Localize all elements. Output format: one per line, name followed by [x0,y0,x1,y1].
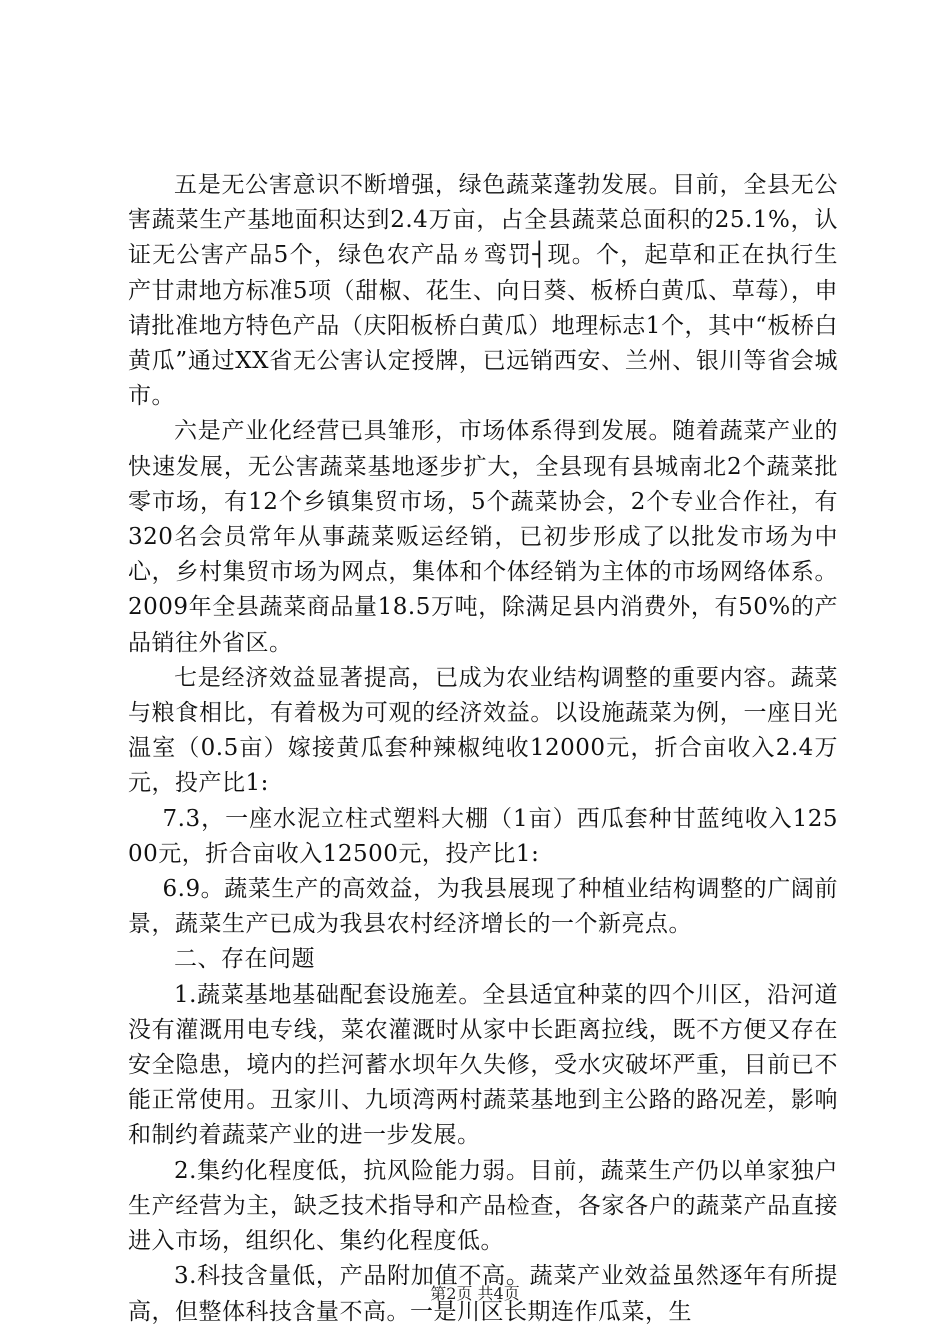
paragraph-3: 七是经济效益显著提高，已成为农业结构调整的重要内容。蔬菜与粮食相比，有着极为可观的经济效益。以设施蔬菜为例，一座日光温室（0.5亩）嫁接黄瓜套种辣椒纯收12000元，折合亩收入2.4万元，投产比1: [128,664,838,797]
paragraph-4: 7.3，一座水泥立柱式塑料大棚（1亩）西瓜套种甘蓝纯收入12500元，折合亩收入12500元，投产比1: [128,805,838,867]
paragraph-5: 6.9。蔬菜生产的高效益，为我县展现了种植业结构调整的广阔前景，蔬菜生产已成为我县农村经济增长的一个新亮点。 [128,876,838,938]
document-body [128,168,838,1330]
paragraph-1: 五是无公害意识不断增强，绿色蔬菜蓬勃发展。目前，全县无公害蔬菜生产基地面积达到2.4万亩，占全县蔬菜总面积的25.1%，认证无公害产品5个，绿色农产品ㄌ鸾罚┤现。个，起草和正在执行生产甘肃地方标准5项（甜椒、花生、向日葵、板桥白黄瓜、草莓），申请批准地方特色产品（庆阳板桥白黄瓜）地理标志1个，其中“板桥白黄瓜”通过XX省无公害认定授牌，已远销西安、兰州、银川等省会城市。 [128,172,838,410]
paragraph-2: 六是产业化经营已具雏形，市场体系得到发展。随着蔬菜产业的快速发展，无公害蔬菜基地逐步扩大，全县现有县城南北2个蔬菜批零市场，有12个乡镇集贸市场，5个蔬菜协会，2个专业合作社，有320名会员常年从事蔬菜贩运经销，已初步形成了以批发市场为中心，乡村集贸市场为网点，集体和个体经销为主体的市场网络体系。2009年全县蔬菜商品量18.5万吨，除满足县内消费外，有50%的产品销往外省区。 [128,418,838,656]
section-heading: 二、存在问题 [174,946,315,973]
paragraph-problem-3: 3.科技含量低，产品附加值不高。蔬菜产业效益虽然逐年有所提高，但整体科技含量不高。一是川区长期连作瓜菜，生 [128,1263,838,1325]
page-number-footer: 第2页 共4页 [430,1284,520,1303]
paragraph-problem-2: 2.集约化程度低，抗风险能力弱。目前，蔬菜生产仍以单家独户生产经营为主，缺乏技术指导和产品检查，各家各户的蔬菜产品直接进入市场，组织化、集约化程度低。 [128,1157,838,1255]
paragraph-problem-1: 1.蔬菜基地基础配套设施差。全县适宜种菜的四个川区，沿河道没有灌溉用电专线，菜农灌溉时从家中长距离拉线，既不方便又存在安全隐患，境内的拦河蓄水坝年久失修，受水灾破坏严重，目前已不能正常使用。丑家川、九顷湾两村蔬菜基地到主公路的路况差，影响和制约着蔬菜产业的进一步发展。 [128,981,838,1149]
